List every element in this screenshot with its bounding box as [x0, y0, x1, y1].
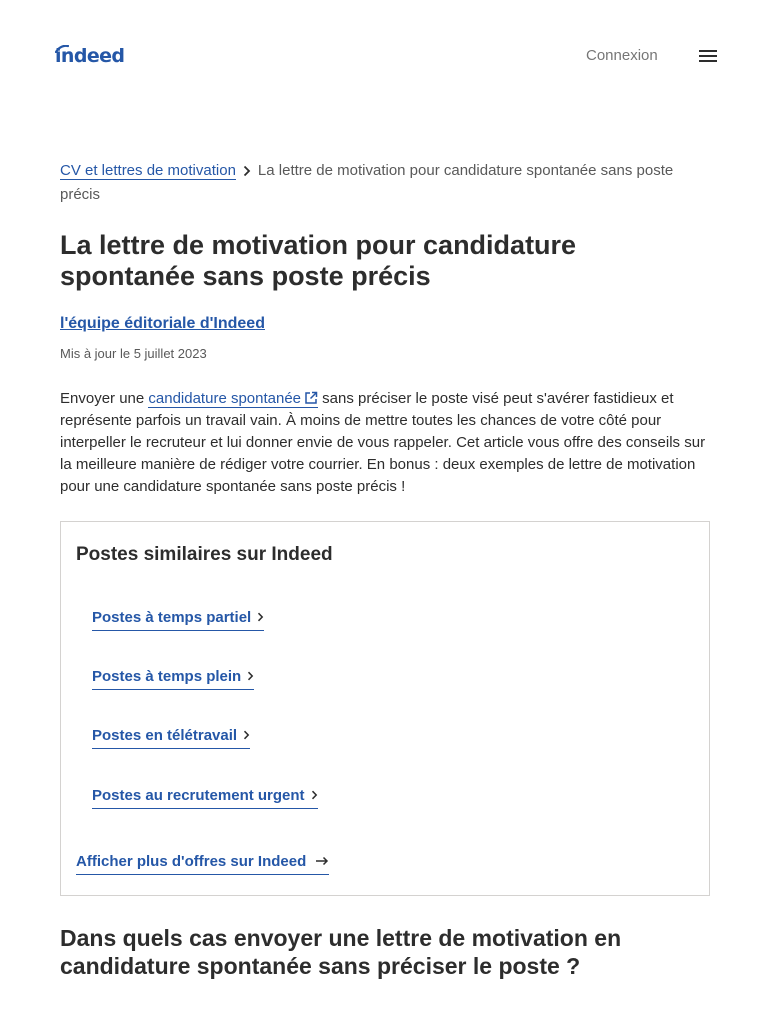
candidature-spontanee-link-label: candidature spontanée: [148, 390, 302, 407]
chevron-right-icon: [257, 612, 264, 622]
logo-swoosh-icon: [55, 45, 69, 53]
updated-date: Mis à jour le 5 juillet 2023: [60, 346, 207, 361]
external-link-icon: [304, 391, 318, 405]
candidature-spontanee-link[interactable]: [148, 390, 318, 408]
chevron-right-icon: [311, 790, 318, 800]
site-header: [0, 0, 768, 112]
author-link[interactable]: l'équipe éditoriale d'Indeed: [60, 315, 265, 332]
breadcrumb: [60, 160, 700, 206]
chevron-right-icon: [247, 671, 254, 681]
breadcrumb-current: La lettre de motivation pour candidature spontanée sans poste précis: [60, 162, 674, 203]
similar-job-link-label: Postes au recrutement urgent: [92, 787, 305, 804]
similar-job-link-remote[interactable]: [92, 726, 250, 749]
arrow-right-icon: [315, 856, 329, 866]
menu-button[interactable]: [697, 46, 719, 66]
show-more-jobs-link[interactable]: [76, 852, 329, 875]
similar-job-link-label: Postes à temps plein: [92, 668, 242, 685]
hamburger-menu-icon: [699, 49, 717, 63]
show-more-jobs-label: Afficher plus d'offres sur Indeed: [76, 853, 307, 870]
breadcrumb-parent-link[interactable]: CV et lettres de motivation: [60, 162, 236, 179]
logo-text: indeed: [55, 45, 125, 67]
similar-jobs-title: Postes similaires sur Indeed: [76, 544, 333, 565]
intro-paragraph: [60, 388, 710, 498]
chevron-right-icon: [236, 162, 258, 184]
intro-text-start: Envoyer une: [60, 390, 149, 407]
page-title: La lettre de motivation pour candidature spontanée sans poste précis: [60, 230, 577, 291]
similar-job-link-label: Postes en télétravail: [92, 727, 238, 744]
intro-text-end: sans préciser le poste visé peut s'avérer fastidieux et représente parfois un travail vain. À moins de mettre toutes les chances de votre côté pour interpeller le recruteur et lui donner envie de vous rappeler. Cet article vous offre des conseils sur la meilleure manière de rédiger votre courrier. En bonus : deux exemples de lettre de motivation pour une candidature spontanée sans poste précis !: [60, 390, 706, 495]
section-heading: Dans quels cas envoyer une lettre de motivation en candidature spontanée sans préciser le poste ?: [60, 925, 622, 979]
login-link[interactable]: Connexion: [586, 47, 658, 64]
similar-job-link-part-time[interactable]: [92, 608, 264, 631]
similar-job-link-urgent[interactable]: [92, 786, 318, 809]
chevron-right-icon: [243, 730, 250, 740]
similar-job-link-label: Postes à temps partiel: [92, 609, 252, 626]
similar-job-link-full-time[interactable]: [92, 667, 254, 690]
similar-jobs-box: [60, 521, 710, 896]
indeed-logo[interactable]: [55, 44, 124, 68]
